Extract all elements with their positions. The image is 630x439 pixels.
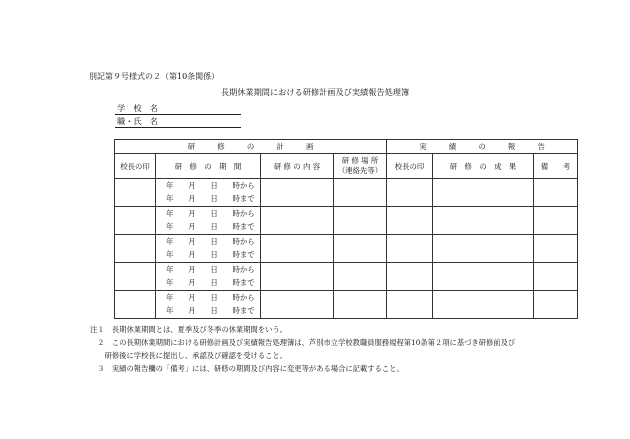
results-cell — [433, 291, 534, 319]
document-title: 長期休業期間における研修計画及び実績報告処理簿 — [220, 87, 410, 97]
remarks-cell — [534, 179, 578, 207]
seal-cell — [115, 179, 156, 207]
period-end-text: 年 月 日 時まで — [166, 221, 255, 231]
period-cell — [156, 291, 261, 319]
plan-group-header: 研 修 の 計 画 — [115, 140, 387, 154]
principal-seal-report-header: 校長の印 — [387, 154, 433, 179]
school-name-label: 学 校 名 — [117, 103, 158, 113]
period-cell — [156, 207, 261, 235]
period-start-text: 年 月 日 時から — [166, 265, 255, 274]
place-header-note: （連絡先等） — [337, 166, 383, 175]
school-name-line — [115, 114, 241, 115]
period-cell — [156, 179, 261, 207]
seal-cell — [115, 235, 156, 263]
table-row — [115, 235, 578, 263]
seal-report-cell — [387, 263, 433, 291]
table-row — [115, 179, 578, 207]
note-2: ２ この長期休業期間における研修計画及び実績報告処理簿は、芦別市立学校教職員服務規程第10条第２項に基づき研修前及び — [90, 338, 516, 347]
seal-report-cell — [387, 179, 433, 207]
remarks-cell — [534, 291, 578, 319]
seal-cell — [115, 263, 156, 291]
note-2-continued: 研修後に学校長に提出し、承認及び確認を受けること。 — [90, 351, 288, 360]
period-header: 研 修 の 期 間 — [156, 154, 261, 179]
period-cell — [156, 263, 261, 291]
remarks-cell — [534, 235, 578, 263]
period-cell — [156, 235, 261, 263]
period-start-text: 年 月 日 時から — [166, 181, 255, 190]
note-3: ３ 実績の報告欄の「備考」には、研修の期間及び内容に変更等がある場合に記載すること。 — [90, 364, 404, 373]
seal-report-cell — [387, 291, 433, 319]
results-cell — [433, 179, 534, 207]
period-start-text: 年 月 日 時から — [166, 293, 255, 302]
content-cell — [261, 291, 334, 319]
seal-report-cell — [387, 235, 433, 263]
place-header — [334, 154, 387, 179]
notes-section — [90, 323, 515, 375]
principal-seal-header: 校長の印 — [115, 154, 156, 179]
content-cell — [261, 207, 334, 235]
results-cell — [433, 263, 534, 291]
place-cell — [334, 207, 387, 235]
position-name-line — [115, 127, 241, 128]
remarks-cell — [534, 207, 578, 235]
period-end-text: 年 月 日 時まで — [166, 277, 255, 287]
seal-cell — [115, 291, 156, 319]
content-cell — [261, 235, 334, 263]
period-end-text: 年 月 日 時まで — [166, 193, 255, 203]
report-group-header: 実 績 の 報 告 — [387, 140, 578, 154]
results-header: 研 修 の 成 果 — [433, 154, 534, 179]
remarks-cell — [534, 263, 578, 291]
period-start-text: 年 月 日 時から — [166, 209, 255, 218]
table-row — [115, 291, 578, 319]
period-end-text: 年 月 日 時まで — [166, 249, 255, 259]
note-1: 注１ 長期休業期間とは、夏季及び冬季の休業期間をいう。 — [90, 325, 288, 334]
place-header-label: 研 修 場 所 — [341, 156, 379, 165]
content-header: 研 修 の 内 容 — [261, 154, 334, 179]
place-cell — [334, 179, 387, 207]
results-cell — [433, 235, 534, 263]
remarks-header: 備 考 — [534, 154, 578, 179]
plan-report-table — [114, 139, 578, 319]
seal-cell — [115, 207, 156, 235]
form-id: 別記第９号様式の２（第10条関係） — [89, 72, 220, 81]
position-name-label: 職・氏 名 — [117, 116, 158, 126]
period-start-text: 年 月 日 時から — [166, 237, 255, 246]
content-cell — [261, 179, 334, 207]
results-cell — [433, 207, 534, 235]
place-cell — [334, 263, 387, 291]
table-row — [115, 207, 578, 235]
place-cell — [334, 291, 387, 319]
content-cell — [261, 263, 334, 291]
table-row — [115, 263, 578, 291]
place-cell — [334, 235, 387, 263]
seal-report-cell — [387, 207, 433, 235]
period-end-text: 年 月 日 時まで — [166, 305, 255, 315]
